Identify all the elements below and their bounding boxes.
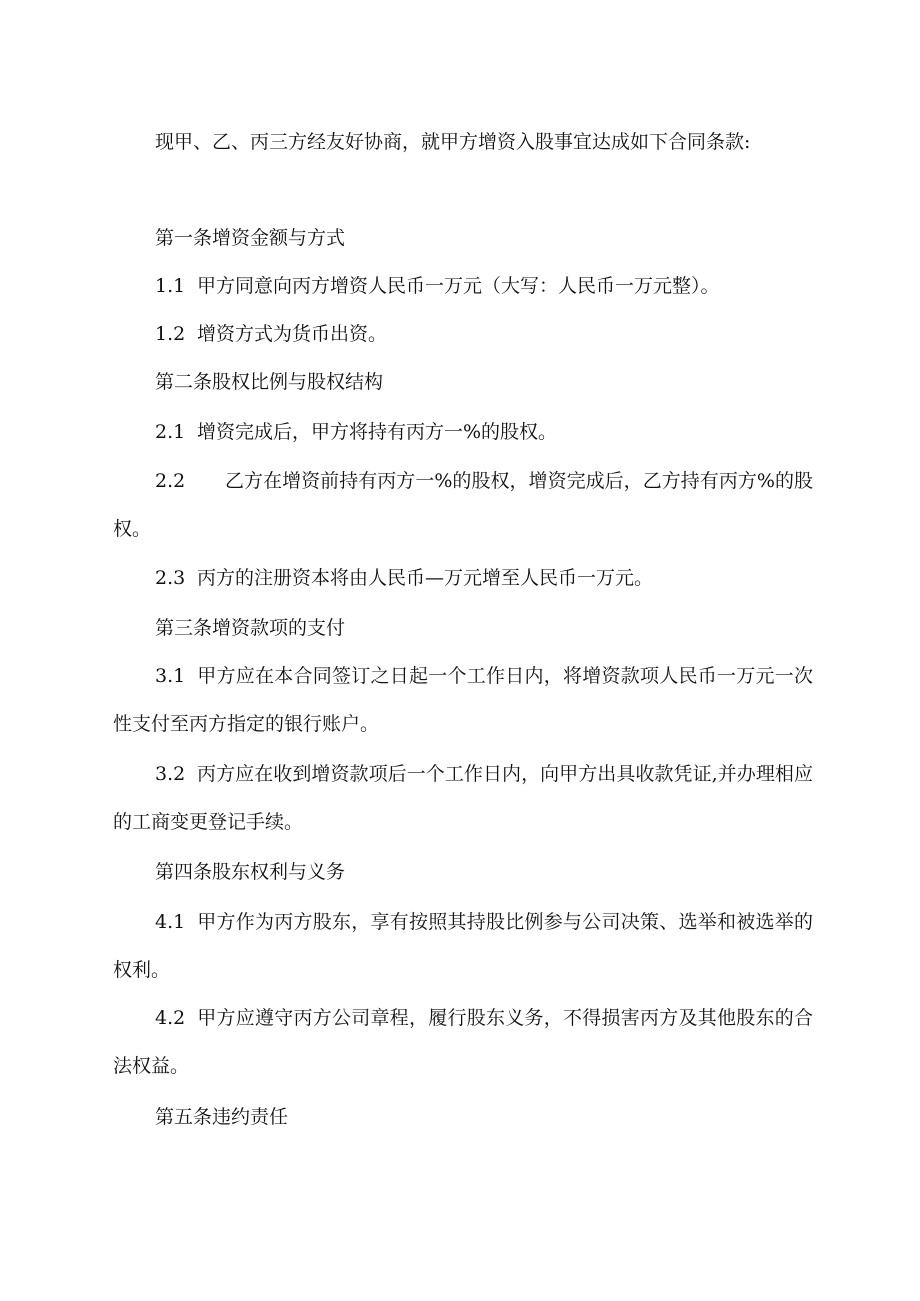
clause-1-1 bbox=[113, 262, 813, 310]
intro-paragraph: 现甲、乙、丙三方经友好协商，就甲方增资入股事宜达成如下合同条款: bbox=[155, 131, 751, 153]
clause-4-2 bbox=[113, 994, 813, 1090]
clause-text: 增资方式为货币出资。 bbox=[197, 323, 388, 345]
clause-number: 1.1 bbox=[155, 275, 186, 297]
clause-text: 丙方的注册资本将由人民币—万元增至人民币一万元。 bbox=[197, 567, 654, 589]
clause-number: 4.1 bbox=[155, 911, 186, 933]
clause-text: 甲方作为丙方股东，享有按照其持股比例参与公司决策、选举和被选举的权利。 bbox=[113, 911, 813, 981]
clause-2-2 bbox=[113, 457, 813, 553]
clause-text: 乙方在增资前持有丙方一%的股权，增资完成后，乙方持有丙方%的股权。 bbox=[113, 470, 813, 540]
clause-number: 3.1 bbox=[155, 665, 186, 687]
clause-number: 2.2 bbox=[155, 470, 186, 492]
clause-text: 甲方同意向丙方增资人民币一万元（大写：人民币一万元整）。 bbox=[197, 275, 720, 297]
clause-number: 2.1 bbox=[155, 421, 186, 443]
clause-4-1 bbox=[113, 898, 813, 994]
clause-text: 甲方应在本合同签订之日起一个工作日内，将增资款项人民币一万元一次性支付至丙方指定的银行账户。 bbox=[113, 665, 813, 735]
article-1-title: 第一条增资金额与方式 bbox=[155, 227, 346, 249]
clause-1-2 bbox=[113, 310, 813, 358]
clause-2-3 bbox=[113, 554, 813, 602]
article-2-title: 第二条股权比例与股权结构 bbox=[155, 371, 384, 393]
article-3-title: 第三条增资款项的支付 bbox=[155, 617, 346, 639]
clause-3-2 bbox=[113, 750, 813, 846]
article-5-title: 第五条违约责任 bbox=[155, 1106, 289, 1128]
clause-number: 1.2 bbox=[155, 323, 186, 345]
clause-2-1 bbox=[113, 408, 813, 456]
article-4-title: 第四条股东权利与义务 bbox=[155, 861, 346, 883]
clause-number: 3.2 bbox=[155, 763, 186, 785]
clause-text: 增资完成后，甲方将持有丙方一%的股权。 bbox=[197, 421, 558, 443]
clause-text: 丙方应在收到增资款项后一个工作日内，向甲方出具收款凭证,并办理相应的工商变更登记手续。 bbox=[113, 763, 813, 833]
clause-text: 甲方应遵守丙方公司章程，履行股东义务，不得损害丙方及其他股东的合法权益。 bbox=[113, 1007, 813, 1077]
clause-3-1 bbox=[113, 652, 813, 748]
clause-number: 2.3 bbox=[155, 567, 186, 589]
clause-number: 4.2 bbox=[155, 1007, 186, 1029]
